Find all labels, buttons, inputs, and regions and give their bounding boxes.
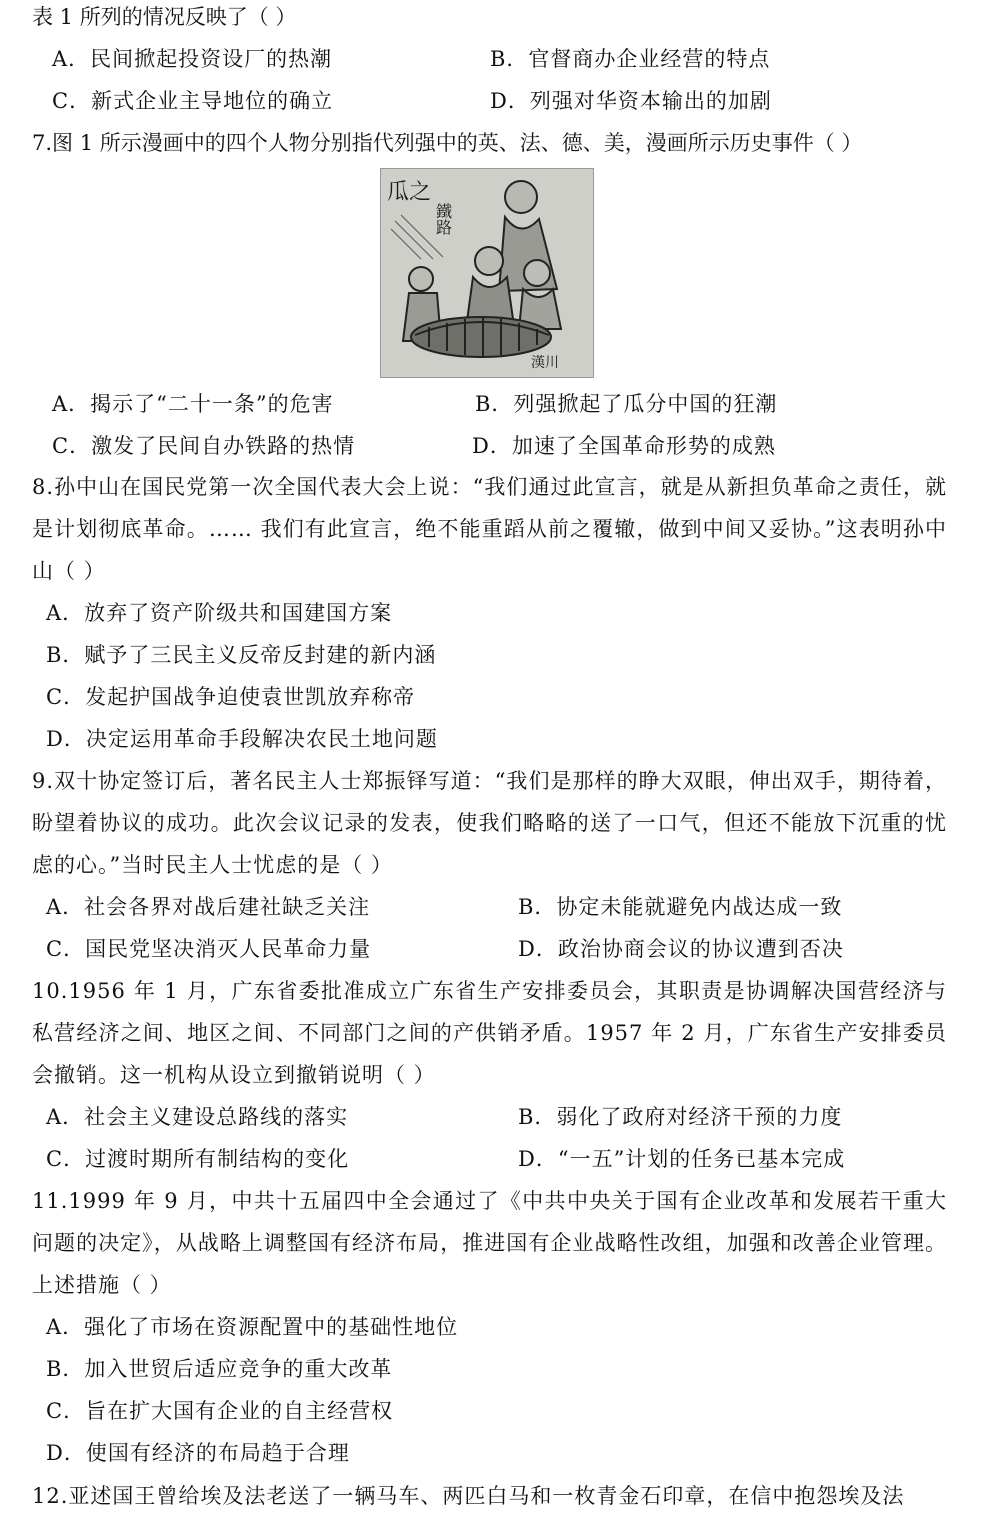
q8-option-b: B．赋予了三民主义反帝反封建的新内涵	[46, 643, 437, 667]
cartoon-caption-bottom: 漢川	[531, 355, 559, 371]
q9-option-c: C．国民党坚决消灭人民革命力量	[46, 937, 372, 961]
cartoon-caption-left: 瓜之	[387, 180, 432, 205]
q10-stem: 10.1956 年 1 月，广东省委批准成立广东省生产安排委员会，其职责是协调解决国营经济与私营经济之间、地区之间、不同部门之间的产供销矛盾。1957 年 2 月，广东省生产安排委员会撤销。这一机构从设立到撤销说明（ ）	[32, 979, 947, 1087]
q8-stem: 8.孙中山在国民党第一次全国代表大会上说：“我们通过此宣言，就是从新担负革命之责任，就是计划彻底革命。…… 我们有此宣言，绝不能重蹈从前之覆辙，做到中间又妥协。”这表明孙中山（ ）	[32, 475, 947, 583]
q8-option-d: D．决定运用革命手段解决农民土地问题	[46, 727, 438, 751]
q6-option-d: D．列强对华资本输出的加剧	[490, 89, 772, 113]
q6-stem: 表 1 所列的情况反映了（ ）	[32, 5, 297, 29]
q8-option-a: A．放弃了资产阶级共和国建国方案	[46, 601, 393, 625]
q10-option-a: A．社会主义建设总路线的落实	[46, 1105, 349, 1129]
q7-stem: 7.图 1 所示漫画中的四个人物分别指代列强中的英、法、德、美，漫画所示历史事件（ ）	[32, 131, 863, 155]
q10-option-d: D．“一五”计划的任务已基本完成	[518, 1147, 846, 1171]
q11-stem: 11.1999 年 9 月，中共十五届四中全会通过了《中共中央关于国有企业改革和发展若干重大问题的决定》，从战略上调整国有经济布局，推进国有企业战略性改组，加强和改善企业管理。上述措施（ ）	[32, 1189, 947, 1297]
q10-option-c: C．过渡时期所有制结构的变化	[46, 1147, 350, 1171]
q9-option-b: B．协定未能就避免内战达成一致	[518, 895, 843, 919]
q12-stem: 12.亚述国王曾给埃及法老送了一辆马车、两匹白马和一枚青金石印章，在信中抱怨埃及法	[32, 1484, 905, 1508]
q10-option-b: B．弱化了政府对经济干预的力度	[518, 1105, 843, 1129]
cartoon-illustration	[381, 169, 593, 377]
cartoon-figure	[380, 168, 594, 378]
q7-option-d: D．加速了全国革命形势的成熟	[472, 434, 776, 458]
q6-option-b: B．官督商办企业经营的特点	[490, 47, 771, 71]
q7-option-c: C．激发了民间自办铁路的热情	[52, 434, 356, 458]
q11-option-a: A．强化了市场在资源配置中的基础性地位	[46, 1315, 459, 1339]
q6-option-c: C．新式企业主导地位的确立	[52, 89, 334, 113]
q9-option-d: D．政治协商会议的协议遭到否决	[518, 937, 844, 961]
q11-option-b: B．加入世贸后适应竞争的重大改革	[46, 1357, 393, 1381]
q7-option-a: A．揭示了“二十一条”的危害	[52, 392, 334, 416]
q9-option-a: A．社会各界对战后建社缺乏关注	[46, 895, 371, 919]
q8-option-c: C．发起护国战争迫使袁世凯放弃称帝	[46, 685, 416, 709]
cartoon-caption-right: 鐵路	[433, 203, 453, 235]
q6-option-a: A．民间掀起投资设厂的热潮	[52, 47, 333, 71]
q11-option-d: D．使国有经济的布局趋于合理	[46, 1441, 350, 1465]
q9-stem: 9.双十协定签订后，著名民主人士郑振铎写道：“我们是那样的睁大双眼，伸出双手，期待着，盼望着协议的成功。此次会议记录的发表，使我们略略的送了一口气，但还不能放下沉重的忧虑的心。”当时民主人士忧虑的是（ ）	[32, 769, 947, 877]
q11-option-c: C．旨在扩大国有企业的自主经营权	[46, 1399, 394, 1423]
q7-option-b: B．列强掀起了瓜分中国的狂潮	[475, 392, 778, 416]
